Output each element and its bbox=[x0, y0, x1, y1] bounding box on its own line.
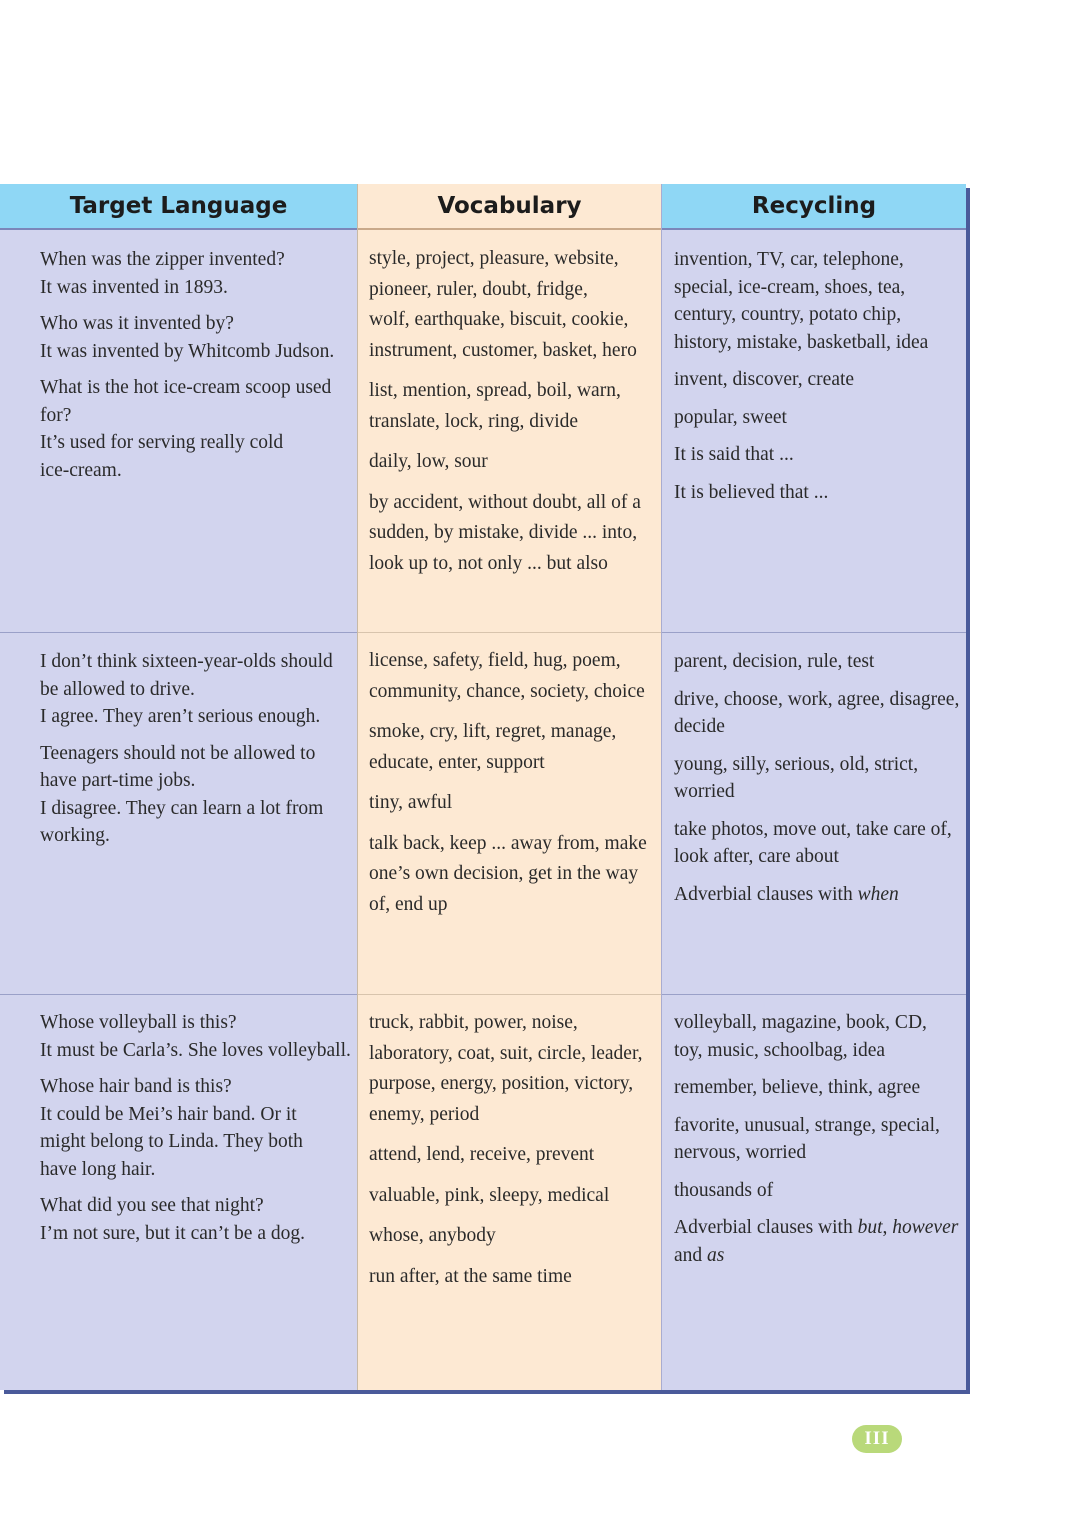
text-line: decide bbox=[674, 716, 725, 737]
recycling-cell-row1 bbox=[674, 246, 960, 506]
italic-word: as bbox=[707, 1244, 725, 1266]
text-line: history, mistake, basketball, idea bbox=[674, 331, 929, 353]
text-line: parent, decision, rule, test bbox=[674, 651, 875, 672]
text-line: remember, believe, think, agree bbox=[674, 1077, 921, 1098]
text-line: tiny, awful bbox=[369, 792, 453, 813]
text-line: I don’t think sixteen-year-olds should bbox=[40, 651, 333, 672]
text-line: I’m not sure, but it can’t be a dog. bbox=[40, 1222, 305, 1244]
recycling-header: Recycling bbox=[662, 184, 966, 230]
text-line: ice-cream. bbox=[40, 459, 122, 481]
text-line: license, safety, field, hug, poem, bbox=[369, 650, 621, 671]
text-line: enemy, period bbox=[369, 1103, 480, 1125]
text-line: Who was it invented by? bbox=[40, 313, 234, 334]
text-line: It is believed that ... bbox=[674, 481, 829, 503]
text-line: daily, low, sour bbox=[369, 451, 488, 472]
text-line: It is said that ... bbox=[674, 444, 794, 465]
text-line: working. bbox=[40, 825, 110, 846]
text-line: Teenagers should not be allowed to bbox=[40, 742, 316, 764]
row-divider bbox=[0, 994, 357, 995]
text-line: It was invented in 1893. bbox=[40, 276, 228, 298]
vocab-cell-row1 bbox=[369, 244, 653, 579]
text-line: , bbox=[882, 1217, 893, 1238]
text-line: invent, discover, create bbox=[674, 369, 855, 390]
text-line: When was the zipper invented? bbox=[40, 249, 285, 270]
text-line: It was invented by Whitcomb Judson. bbox=[40, 340, 335, 362]
text-line: nervous, worried bbox=[674, 1142, 807, 1163]
row-divider bbox=[662, 994, 966, 995]
text-line: style, project, pleasure, website, bbox=[369, 248, 619, 269]
text-line: toy, music, schoolbag, idea bbox=[674, 1039, 886, 1061]
text-line: Whose volleyball is this? bbox=[40, 1012, 237, 1033]
page-number-badge: III bbox=[852, 1425, 902, 1453]
italic-word: however bbox=[892, 1217, 959, 1238]
vocabulary-column bbox=[357, 184, 661, 1390]
text-line: translate, lock, ring, divide bbox=[369, 410, 579, 432]
text-line: purpose, energy, position, victory, bbox=[369, 1073, 634, 1094]
text-line: drive, choose, work, agree, disagree, bbox=[674, 688, 960, 710]
text-line: Adverbial clauses with bbox=[674, 1217, 858, 1238]
recycling-cell-row2 bbox=[674, 648, 960, 908]
text-line: for? bbox=[40, 404, 72, 426]
text-line: What is the hot ice-cream scoop used bbox=[40, 377, 332, 398]
text-line: young, silly, serious, old, strict, bbox=[674, 753, 919, 775]
vocab-cell-row2 bbox=[369, 646, 653, 920]
text-line: pioneer, ruler, doubt, fridge, bbox=[369, 278, 588, 300]
text-line: instrument, customer, basket, hero bbox=[369, 339, 637, 361]
text-line: It could be Mei’s hair band. Or it bbox=[40, 1103, 297, 1125]
row-divider bbox=[358, 994, 661, 995]
recycling-column bbox=[661, 184, 966, 1390]
text-line: by accident, without doubt, all of a bbox=[369, 491, 641, 513]
text-line: What did you see that night? bbox=[40, 1195, 264, 1216]
text-line: look after, care about bbox=[674, 846, 839, 867]
text-line: volleyball, magazine, book, CD, bbox=[674, 1012, 927, 1033]
text-line: sudden, by mistake, divide ... into, bbox=[369, 522, 638, 543]
text-line: special, ice-cream, shoes, tea, bbox=[674, 276, 906, 298]
text-line: I agree. They aren’t serious enough. bbox=[40, 706, 321, 727]
text-line: list, mention, spread, boil, warn, bbox=[369, 380, 621, 401]
text-line: I disagree. They can learn a lot from bbox=[40, 797, 324, 819]
text-line: thousands of bbox=[674, 1179, 774, 1201]
target-language-header: Target Language bbox=[0, 184, 357, 230]
text-line: run after, at the same time bbox=[369, 1265, 572, 1287]
text-line: It must be Carla’s. She loves volleyball. bbox=[40, 1039, 351, 1061]
text-line: favorite, unusual, strange, special, bbox=[674, 1114, 940, 1136]
text-line: Adverbial clauses with bbox=[674, 883, 858, 905]
vocabulary-header: Vocabulary bbox=[358, 184, 661, 230]
text-line: of, end up bbox=[369, 893, 448, 915]
language-table bbox=[0, 184, 966, 1390]
text-line: have long hair. bbox=[40, 1158, 156, 1180]
text-line: take photos, move out, take care of, bbox=[674, 818, 952, 840]
text-line: truck, rabbit, power, noise, bbox=[369, 1012, 578, 1033]
italic-word: when bbox=[857, 883, 899, 905]
text-line: one’s own decision, get in the way bbox=[369, 863, 639, 884]
text-line: smoke, cry, lift, regret, manage, bbox=[369, 721, 617, 742]
row-divider bbox=[662, 632, 966, 633]
text-line: look up to, not only ... but also bbox=[369, 552, 608, 574]
text-line: wolf, earthquake, biscuit, cookie, bbox=[369, 309, 629, 330]
text-line: attend, lend, receive, prevent bbox=[369, 1144, 595, 1165]
text-line: community, chance, society, choice bbox=[369, 680, 645, 702]
recycling-cell-row3 bbox=[674, 1009, 960, 1269]
target-language-column bbox=[0, 184, 357, 1390]
text-line: educate, enter, support bbox=[369, 751, 545, 773]
vocab-cell-row3 bbox=[369, 1008, 653, 1292]
text-line: valuable, pink, sleepy, medical bbox=[369, 1184, 610, 1206]
text-line: have part-time jobs. bbox=[40, 770, 196, 791]
text-line: might belong to Linda. They both bbox=[40, 1131, 303, 1152]
text-line: and bbox=[674, 1244, 708, 1266]
text-line: be allowed to drive. bbox=[40, 678, 195, 700]
text-line: laboratory, coat, suit, circle, leader, bbox=[369, 1042, 643, 1064]
text-line: talk back, keep ... away from, make bbox=[369, 832, 647, 854]
text-line: century, country, potato chip, bbox=[674, 304, 902, 325]
target-cell-row2 bbox=[40, 648, 347, 850]
target-cell-row3 bbox=[40, 1009, 351, 1247]
text-line: Whose hair band is this? bbox=[40, 1076, 232, 1097]
text-line: popular, sweet bbox=[674, 406, 787, 428]
text-line: whose, anybody bbox=[369, 1225, 496, 1246]
row-divider bbox=[358, 632, 661, 633]
text-line: invention, TV, car, telephone, bbox=[674, 249, 904, 270]
text-line: It’s used for serving really cold bbox=[40, 432, 284, 453]
text-line: worried bbox=[674, 781, 735, 802]
row-divider bbox=[0, 632, 357, 633]
target-cell-row1 bbox=[40, 246, 347, 484]
italic-word: but bbox=[857, 1217, 883, 1238]
